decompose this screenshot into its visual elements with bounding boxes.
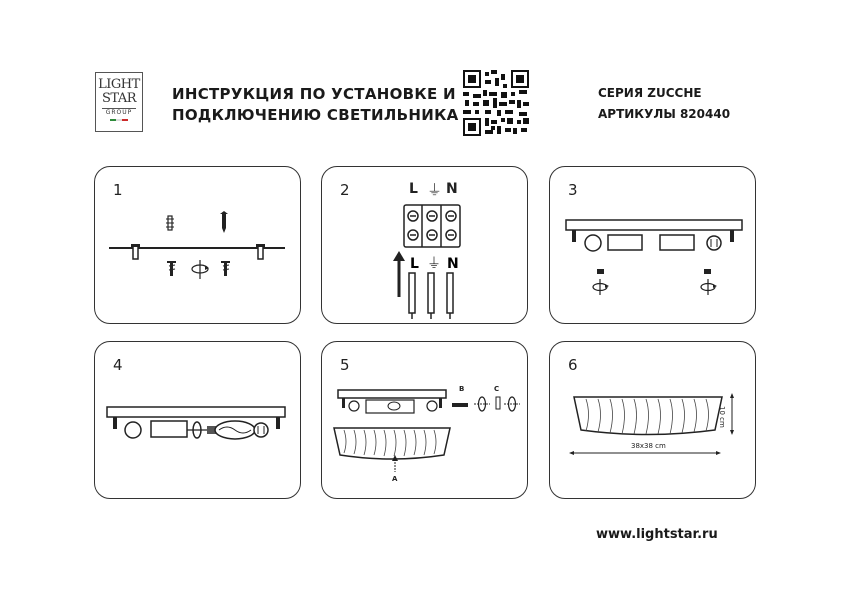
logo-line-2: STAR [101, 91, 137, 106]
product-info [598, 83, 730, 125]
label-a: A [392, 475, 398, 483]
height-dimension-line [730, 393, 734, 435]
italian-flag-icon [110, 119, 128, 121]
step-number: 6 [568, 356, 578, 374]
logo-line-3: GROUP [102, 108, 136, 117]
terminal-label-ground: ⏚ [427, 181, 443, 199]
dowel-icon [166, 216, 174, 230]
website-link[interactable]: www.lightstar.ru [596, 527, 718, 542]
bulb-icon [207, 421, 255, 439]
logo-line-1: LIGHT [98, 77, 140, 92]
label-b: B [459, 385, 465, 393]
step-number: 2 [340, 181, 350, 199]
terminal-block-icon [404, 205, 460, 247]
articles-label: АРТИКУЛЫ 820440 [598, 107, 731, 121]
document-title [172, 84, 459, 126]
rotate-icon [192, 260, 209, 279]
rotate-icon [593, 279, 609, 295]
rotate-icon [187, 422, 207, 438]
screw-icon [221, 261, 230, 276]
wire-icon [409, 273, 453, 319]
step-number: 4 [113, 356, 123, 374]
step-panel-3 [549, 166, 756, 324]
width-dimension-line [569, 451, 721, 455]
rotate-icon [474, 397, 490, 411]
mounting-screws-diagram [95, 167, 302, 325]
step-number: 1 [113, 181, 123, 199]
socket-icon [254, 423, 268, 437]
step-panel-2 [321, 166, 528, 324]
shade-icon [334, 428, 450, 459]
title-line-2: ПОДКЛЮЧЕНИЮ СВЕТИЛЬНИКА [172, 106, 459, 124]
screw-icon [167, 261, 176, 276]
wiring-diagram [322, 167, 529, 325]
lamp-install-diagram [95, 342, 302, 500]
shade-icon [574, 397, 722, 435]
arrow-up-icon [393, 251, 405, 297]
step-panel-1 [94, 166, 301, 324]
width-dimension: 38x38 cm [631, 442, 666, 450]
wall-anchor-icon [131, 244, 140, 259]
rotate-icon [504, 397, 520, 411]
qr-code-icon[interactable] [463, 70, 529, 136]
step-number: 3 [568, 181, 578, 199]
height-dimension: 10 cm [718, 406, 726, 428]
lightstar-logo [95, 72, 143, 132]
shade-install-diagram [322, 342, 529, 500]
step-panel-5 [321, 341, 528, 499]
rotate-icon [701, 279, 717, 295]
svg-text:⏚: ⏚ [427, 256, 441, 272]
step-number: 5 [340, 356, 350, 374]
svg-text:N: N [447, 256, 459, 272]
series-label: СЕРИЯ ZUCCHE [598, 86, 702, 100]
terminal-label-n: N [446, 181, 458, 197]
svg-text:L: L [410, 256, 419, 272]
base-plate-diagram [550, 167, 757, 325]
wall-anchor-icon [256, 244, 265, 259]
step-panel-6 [549, 341, 756, 499]
title-line-1: ИНСТРУКЦИЯ ПО УСТАНОВКЕ И [172, 85, 456, 103]
step-panel-4 [94, 341, 301, 499]
label-c: C [494, 385, 500, 393]
screw-icon [220, 211, 228, 233]
terminal-label-l: L [409, 181, 418, 197]
dimensions-diagram [550, 342, 757, 500]
